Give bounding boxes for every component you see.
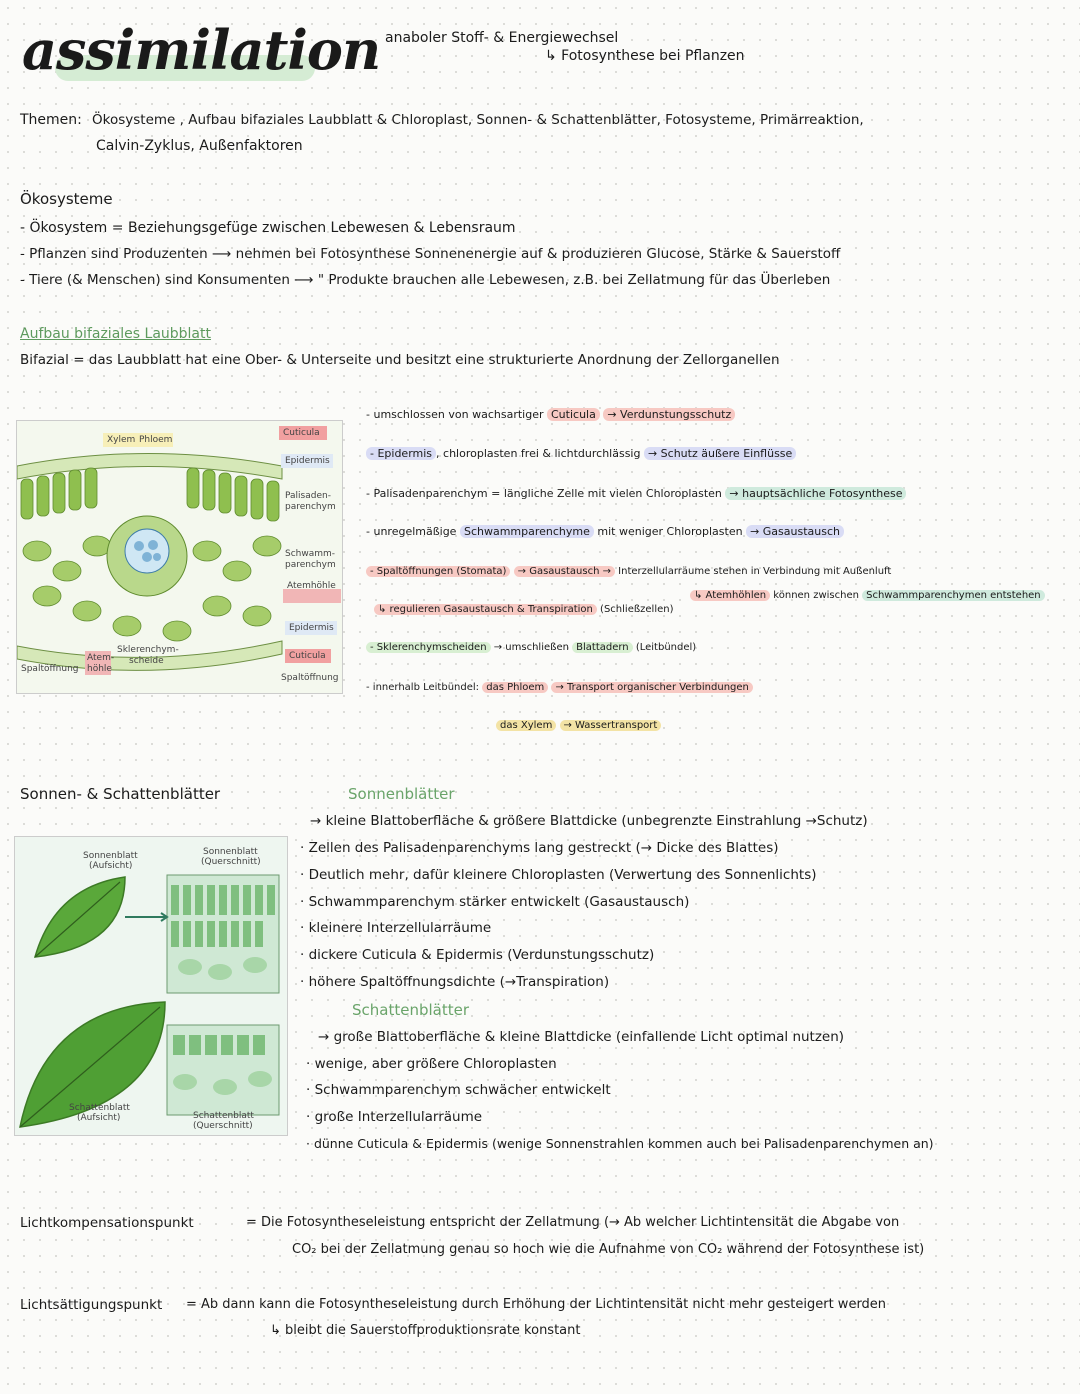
label-atemhoehle: Atemhöhle (287, 581, 336, 591)
kompensation-term: Lichtkompensationspunkt (20, 1215, 194, 1231)
label-schattenblatt-aufsicht2: (Aufsicht) (77, 1113, 121, 1123)
oekosysteme-line2: - Pflanzen sind Produzenten ⟶ nehmen bei Fotosynthese Sonnenenergie auf & produzieren Glucose, Stärke & Sauerstoff (20, 246, 841, 262)
note5-e: können zwischen (773, 590, 859, 601)
note6-b: → umschließen (493, 642, 569, 653)
label-sklerenchym: Sklerenchym- (117, 645, 179, 655)
note1-c: → Verdunstungsschutz (603, 408, 735, 421)
note6-a: - Sklerenchymscheiden (366, 642, 491, 653)
note5-h: (Schließzellen) (600, 604, 674, 615)
oekosysteme-line1: - Ökosystem = Beziehungsgefüge zwischen Lebewesen & Lebensraum (20, 220, 516, 236)
kompensation-line2: CO₂ bei der Zellatmung genau so hoch wie die Aufnahme von CO₂ während der Fotosynthese ist) (292, 1242, 925, 1257)
note4-a: - unregelmäßige (366, 525, 457, 538)
sonnen-line3: · Deutlich mehr, dafür kleinere Chloroplasten (Verwertung des Sonnenlichts) (300, 867, 817, 883)
note5-g: ↳ regulieren Gasaustausch & Transpiration (374, 604, 597, 615)
label-schwamm: Schwamm- (285, 549, 336, 559)
oekosysteme-heading: Ökosysteme (20, 190, 113, 208)
saettigung-line2: ↳ bleibt die Sauerstoffproduktionsrate konstant (270, 1323, 581, 1338)
label-spaltoeffnung-left: Spaltöffnung (21, 664, 79, 674)
label-palisaden: Palisaden- (285, 491, 331, 501)
label-schattenblatt-aufsicht: Schattenblatt (69, 1103, 130, 1113)
note4-d: → Gasaustausch (746, 525, 844, 538)
label-epidermis-bottom: Epidermis (289, 623, 334, 633)
note3-a: - Palisadenparenchym = längliche Zelle mit vielen Chloroplasten (366, 487, 722, 500)
saettigung-term: Lichtsättigungspunkt (20, 1297, 163, 1313)
note5-c: Interzellularräume stehen in Verbindung mit Außenluft (618, 566, 892, 577)
note7-b: das Phloem (482, 682, 548, 693)
label-phloem: Phloem (139, 435, 173, 445)
label-sonnenblatt-quer: Sonnenblatt (203, 847, 258, 857)
note1-b: Cuticula (547, 408, 600, 421)
themes-line1: Ökosysteme , Aufbau bifaziales Laubblatt & Chloroplast, Sonnen- & Schattenblätter, Fotosysteme, Primärreaktion, (92, 112, 864, 128)
label-sonnenblatt-aufsicht: Sonnenblatt (83, 851, 138, 861)
note2-a: - Epidermis (366, 447, 436, 460)
sun-shade-leaf-figure (14, 836, 288, 1136)
schatten-line5: · dünne Cuticula & Epidermis (wenige Sonnenstrahlen kommen auch bei Palisadenparenchymen an) (306, 1136, 934, 1151)
label-sonnenblatt-quer2: (Querschnitt) (201, 857, 261, 867)
sonnen-heading: Sonnen- & Schattenblätter (20, 785, 221, 803)
themes-label: Themen: (20, 112, 82, 128)
note5-b: → Gasaustausch → (514, 566, 615, 577)
note2-c: → Schutz äußere Einflüsse (644, 447, 796, 460)
sonnen-line2: · Zellen des Palisadenparenchyms lang gestreckt (→ Dicke des Blattes) (300, 840, 779, 856)
label-xylem: Xylem (107, 435, 136, 445)
label-spaltoeffnung-right: Spaltöffnung (281, 673, 339, 683)
sun-shade-leaf-drawing (15, 837, 287, 1135)
page-title: assimilation (22, 18, 381, 82)
sonnen-line6: · dickere Cuticula & Epidermis (Verdunstungsschutz) (300, 947, 655, 963)
oekosysteme-line3: - Tiere (& Menschen) sind Konsumenten ⟶ " Produkte brauchen alle Lebewesen, z.B. bei Zellatmung für das Überleben (20, 272, 831, 288)
sonnen-line7: · höhere Spaltöffnungsdichte (→Transpiration) (300, 974, 610, 990)
leaf-cross-section-figure (16, 420, 343, 694)
schattenblaetter-title: Schattenblätter (352, 1001, 470, 1019)
sonnen-line4: · Schwammparenchym stärker entwickelt (Gasaustausch) (300, 894, 690, 910)
sonnen-line5: · kleinere Interzellularräume (300, 920, 492, 936)
note5-d: ↳ Atemhöhlen (690, 590, 770, 601)
note1-a: - umschlossen von wachsartiger (366, 408, 544, 421)
aufbau-definition: Bifazial = das Laubblatt hat eine Ober- & Unterseite und besitzt eine strukturierte Anordnung der Zellorganellen (20, 352, 780, 368)
label-sklerenchym2: scheide (129, 656, 164, 666)
note7-d: das Xylem (496, 720, 556, 731)
note5-f: Schwammparenchymen entstehen (862, 590, 1045, 601)
aufbau-heading: Aufbau bifaziales Laubblatt (20, 326, 211, 342)
schatten-line2: · wenige, aber größere Chloroplasten (306, 1056, 557, 1072)
schatten-line4: · große Interzellularräume (306, 1109, 483, 1125)
themes-line2: Calvin-Zyklus, Außenfaktoren (96, 138, 303, 154)
label-palisaden2: parenchym (285, 502, 336, 512)
note6-c: Blattadern (572, 642, 633, 653)
label-atem-left: Atem- (87, 653, 115, 663)
note7-e: → Wassertransport (560, 720, 662, 731)
note4-c: mit weniger Chloroplasten (597, 525, 743, 538)
note7-a: - innerhalb Leitbündel: (366, 682, 480, 693)
schatten-line1: → große Blattoberfläche & kleine Blattdicke (einfallende Licht optimal nutzen) (318, 1029, 845, 1045)
note7-c: → Transport organischer Verbindungen (551, 682, 752, 693)
label-schattenblatt-quer2: (Querschnitt) (193, 1121, 253, 1131)
note6-d: (Leitbündel) (635, 642, 697, 653)
label-epidermis-top: Epidermis (285, 456, 330, 466)
label-cuticula-bottom: Cuticula (289, 651, 326, 661)
label-schattenblatt-quer: Schattenblatt (193, 1111, 254, 1121)
label-schwamm2: parenchym (285, 560, 336, 570)
note4-b: Schwammparenchyme (460, 525, 594, 538)
label-cuticula-top: Cuticula (283, 428, 320, 438)
saettigung-line1: = Ab dann kann die Fotosyntheseleistung durch Erhöhung der Lichtintensität nicht mehr gesteigert werden (186, 1297, 887, 1312)
kompensation-line1: = Die Fotosyntheseleistung entspricht der Zellatmung (→ Ab welcher Lichtintensität die Abgabe von (246, 1215, 900, 1230)
sonnen-line1: → kleine Blattoberfläche & größere Blattdicke (unbegrenzte Einstrahlung →Schutz) (310, 813, 868, 829)
note3-b: → hauptsächliche Fotosynthese (725, 487, 906, 500)
note2-b: , chloroplasten frei & lichtdurchlässig (436, 447, 641, 460)
note5-a: - Spaltöffnungen (Stomata) (366, 566, 510, 577)
sonnenblaetter-title: Sonnenblätter (348, 785, 455, 803)
subtitle-line2: ↳ Fotosynthese bei Pflanzen (545, 48, 745, 64)
schatten-line3: · Schwammparenchym schwächer entwickelt (306, 1082, 611, 1098)
subtitle-line1: anaboler Stoff- & Energiewechsel (385, 30, 619, 46)
label-sonnenblatt-aufsicht2: (Aufsicht) (89, 861, 133, 871)
label-hoehle-left: höhle (87, 664, 112, 674)
